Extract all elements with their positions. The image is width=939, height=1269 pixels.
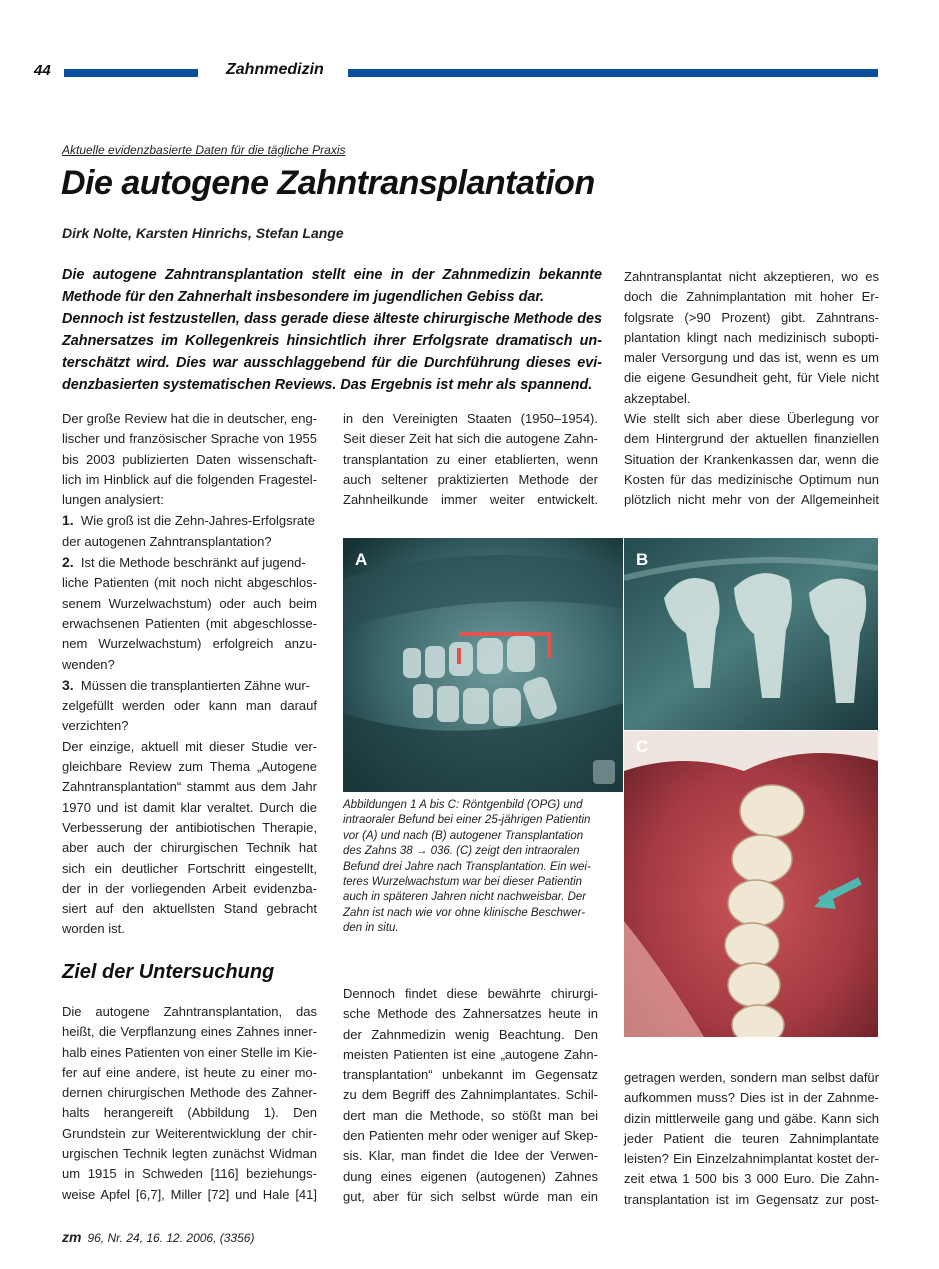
lead-line: Zahnersatzes im Kollegenkreis hinsichtlich ihrer Erfolgsrate dramatisch un- [62,333,602,349]
body-line: heißt, die Verpflanzung eines Zahnes inner- [62,1024,317,1040]
page-footer [62,1229,254,1245]
header-bar-right [348,69,878,77]
body-line: der Zahnmedizin wenig Beachtung. Den [343,1026,598,1042]
body-line: aufkommen muss? Dies ist in der Zahnme- [624,1090,879,1106]
body-line: fer auf eine andere, ist heute zu einer mo- [62,1064,317,1080]
column-2 [343,409,598,510]
body-line: maler Versorgung und das ist, wenn es um [624,350,879,366]
body-line: erwachsenen Patienten (mit abgeschlosse- [62,615,317,631]
body-line: der in der vorliegenden Arbeit evidenzba- [62,880,317,896]
body-line: sche Methode des Zahnersatzes heute in [343,1006,598,1022]
body-line: lischer und französischer Sprache von 1955 [62,431,317,447]
body-line: dizin mittlerweile gang und gäbe. Kann sich [624,1110,879,1126]
body-line: zeit etwa 1 500 bis 3 000 Euro. Die Zahn- [624,1171,879,1187]
caption-line: auch in späteren Jahren nicht nachweisbar. Der [343,891,587,904]
body-line: Situation der Krankenkassen dar, wenn die [624,451,879,467]
body-line: 1970 und ist damit klar veraltet. Durch die [62,799,317,815]
caption-line: des Zahns 38 → 036. (C) zeigt den intraoralen [343,845,580,858]
body-line: wenden? [62,656,115,672]
body-line: zelgefüllt werden oder kann man darauf [62,698,317,714]
body-line: sich ein deutlicher Fortschritt eingestellt, [62,860,317,876]
body-line: Zahntransplantation“ stammt aus dem Jahr [62,779,317,795]
lead-line: Methode für den Zahnerhalt insbesondere im jugendlichen Gebiss dar. [62,289,545,305]
figure-a-xray [343,538,623,792]
body-line: nem Wurzelwachstum) erfolgreich anzu- [62,636,317,652]
body-line: Der einzige, aktuell mit dieser Studie ver- [62,738,317,754]
column-1 [62,409,317,940]
section-heading: Ziel der Untersuchung [62,961,275,983]
body-line: Ist die Methode beschränkt auf jugend- [80,555,306,571]
body-line: dem Hintergrund der aktuellen finanziellen [624,431,879,447]
body-line: transplantation zu einer etablierten, wenn [343,451,598,467]
column-1-section [62,1002,317,1205]
body-line: liche Patienten (mit noch nicht abgeschlos- [62,575,317,591]
section-title: Zahnmedizin [226,61,324,78]
body-line: Der große Review hat die in deutscher, eng- [62,411,317,426]
body-line: lich im Hinblick auf die folgenden Fragestel- [62,471,317,487]
article-kicker: Aktuelle evidenzbasierte Daten für die tägliche Praxis [62,143,346,157]
body-line: leisten? Ein Einzelzahnimplantat kostet der- [624,1151,879,1167]
caption-line: intraoraler Befund bei einer 25-jährigen Patientin [343,814,591,827]
question-number: 2. [62,554,74,571]
body-line: Grundstein zur Weiterentwicklung der chir- [62,1125,317,1141]
column-3 [624,267,879,511]
footer-citation: 96, Nr. 24, 16. 12. 2006, (3356) [87,1231,255,1245]
body-line: Wie groß ist die Zehn-Jahres-Erfolgsrate [80,513,316,529]
figure-b-xray [624,538,878,730]
body-line: Dennoch findet diese bewährte chirurgi- [343,986,598,1001]
caption-line: vor (A) und nach (B) autogener Transplantation [343,829,584,842]
figure-caption [343,798,615,937]
body-line: auch seltener praktizierten Methode der [343,471,598,487]
body-line: Müssen die transplantierten Zähne wur- [80,677,310,693]
caption-line: teres Wurzelwachstum war bei dieser Patientin [343,876,583,889]
body-line: Die autogene Zahntransplantation, das [62,1004,317,1019]
body-line: dung eines eigenen (autogenen) Zahnes [343,1168,598,1184]
body-line: Zahntransplantat nicht akzeptieren, wo es [624,269,879,284]
body-line: siert auf den aktuellsten Stand gebracht [62,901,317,917]
body-line: jeder Patient die teuren Zahnimplantate [624,1130,879,1146]
body-line: plötzlich nicht mehr von der Allgemeinheit [624,492,879,508]
lead-line: denzbasierten systematischen Reviews. Das Ergebnis ist mehr als spannend. [62,377,593,393]
article-authors: Dirk Nolte, Karsten Hinrichs, Stefan Lange [62,225,344,241]
column-3-bottom [624,1068,879,1210]
lead-line: terschätzt wird. Dies war ausschlaggebend für die Durchführung dieses evi- [62,355,602,371]
body-line: um 1915 in Schweden [116] beziehungs- [62,1166,317,1182]
journal-logo: zm [62,1229,82,1245]
article-title: Die autogene Zahntransplantation [61,164,595,202]
body-line: aber auch der chirurgischen Technik hat [62,840,317,856]
body-line: worden ist. [62,921,125,937]
body-line: doch die Zahnimplantation mit hoher Er- [624,289,879,305]
body-line: dert man die Methode, so stößt man bei [343,1107,598,1123]
body-line: Kosten für das medizinische Optimum nun [624,471,879,487]
body-line: akzeptabel. [624,390,691,406]
body-line: transplantation ist im Gegensatz zur post- [624,1191,879,1207]
page-number: 44 [34,62,51,79]
body-line: Verbesserung der antibiotischen Therapie, [62,819,317,835]
body-line: der autogenen Zahntransplantation? [62,533,272,549]
body-line: Wie stellt sich aber diese Überlegung vor [624,411,879,427]
body-line: plantation klingt nach medizinisch subopti- [624,329,879,345]
body-line: weise Apfel [6,7], Miller [72] und Hale [41] [62,1186,317,1202]
caption-line: Abbildungen 1 A bis C: Röntgenbild (OPG) und [343,799,583,811]
figure-label-b: B [636,550,649,569]
body-line: lungen analysiert: [62,492,164,508]
question-number: 1. [62,512,74,529]
body-line: in den Vereinigten Staaten (1950–1954). [343,411,598,426]
body-line: gut, aber für sich selbst würde man ein [343,1188,598,1204]
header-bar-left [64,69,198,77]
figure-label-c: C [636,737,649,756]
figure-label-a: A [355,550,368,569]
body-line: senem Wurzelwachstum) oder auch beim [62,595,317,611]
body-line: Seit dieser Zeit hat sich die autogene Zahn- [343,431,598,447]
body-line: dernen chirurgischen Methode des Zahner- [62,1085,317,1101]
body-line: den Patienten mehr oder weniger auf Skep- [343,1128,598,1144]
body-line: urgischen Technik legten zunächst Widman [62,1146,317,1162]
body-line: meisten Patienten ist eine „autogene Zahn- [343,1046,598,1062]
body-line: die eigene Gesundheit geht, für Viele nicht [624,370,879,386]
question-number: 3. [62,676,74,693]
caption-line: den in situ. [343,922,399,935]
body-line: gleichbare Review zum Thema „Autogene [62,759,317,775]
caption-line: Zahn ist nach wie vor ohne klinische Beschwer- [343,906,586,919]
body-line: bis 2003 publizierten Daten wissenschaft- [62,451,317,467]
column-2-bottom [343,984,598,1207]
lead-paragraph [62,264,602,396]
caption-line: Befund drei Jahre nach Transplantation. Ein wei- [343,860,591,873]
lead-line: Dennoch ist festzustellen, dass gerade diese älteste chirurgische Methode des [62,311,602,327]
body-line: halts herangereift (Abbildung 1). Den [62,1105,317,1121]
body-line: verzichten? [62,718,129,734]
body-line: transplantation“ unbekannt im Gegensatz [343,1067,598,1083]
body-line: folgsrate (>90 Prozent) gibt. Zahntrans- [624,309,879,325]
body-line: sis. Klar, man findet die Idee der Verwen- [343,1148,598,1164]
body-line: getragen werden, sondern man selbst dafür [624,1070,879,1085]
body-line: Zahnheilkunde immer weiter entwickelt. [343,492,598,508]
body-line: halb eines Patienten von einer Stelle im Kie- [62,1044,318,1060]
body-line: zu dem Begriff des Zahnimplantates. Schil- [343,1087,598,1103]
figure-c-photo [624,731,878,1037]
lead-line: Die autogene Zahntransplantation stellt eine in der Zahnmedizin bekannte [62,267,602,283]
